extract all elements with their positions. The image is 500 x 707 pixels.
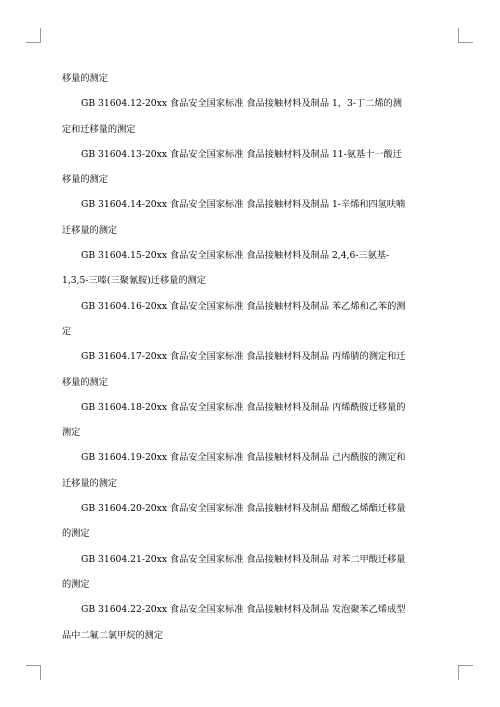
standard-entry-line: GB 31604.21-20xx 食品安全国家标准 食品接触材料及制品 对苯二甲酸迁移量 [81, 553, 406, 565]
text-line: 迁移量的测定 [62, 224, 118, 236]
text-line: 移量的测定 [62, 376, 108, 388]
standard-entry-line: GB 31604.22-20xx 食品安全国家标准 食品接触材料及制品 发泡聚苯乙烯成型 [81, 604, 406, 616]
standard-entry-line: GB 31604.19-20xx 食品安全国家标准 食品接触材料及制品 己内酰胺的测定和 [81, 452, 406, 464]
text-line: 定和迁移量的测定 [62, 123, 136, 135]
crop-mark-bottom-right [458, 665, 473, 680]
standard-entry-line: GB 31604.16-20xx 食品安全国家标准 食品接触材料及制品 苯乙烯和乙苯的测 [81, 300, 406, 312]
standard-entry-line: GB 31604.13-20xx 食品安全国家标准 食品接触材料及制品 11-氨基十一酸迁 [81, 148, 402, 160]
standard-entry-line: GB 31604.18-20xx 食品安全国家标准 食品接触材料及制品 丙烯酰胺迁移量的 [81, 401, 406, 413]
text-line: 1,3,5-三嗪(三聚氰胺)迁移量的测定 [62, 275, 206, 287]
standard-entry-line: GB 31604.17-20xx 食品安全国家标准 食品接触材料及制品 丙烯腈的测定和迁 [81, 351, 406, 363]
text-line: 的测定 [62, 528, 90, 540]
text-line: 测定 [62, 427, 81, 439]
standard-entry-line: GB 31604.20-20xx 食品安全国家标准 食品接触材料及制品 醋酸乙烯酯迁移量 [81, 503, 406, 515]
text-line: 迁移量的测定 [62, 477, 118, 489]
standards-list [62, 66, 438, 648]
text-line: 移量的测定 [62, 174, 108, 186]
text-line: 定 [62, 325, 72, 337]
standard-entry-line: GB 31604.14-20xx 食品安全国家标准 食品接触材料及制品 1-辛烯和四氢呋喃 [81, 199, 406, 211]
standard-entry-line: GB 31604.15-20xx 食品安全国家标准 食品接触材料及制品 2,4,6-三氨基- [81, 250, 390, 262]
text-line: 移量的测定 [62, 73, 108, 84]
crop-mark-bottom-left [26, 665, 41, 680]
text-line: 的测定 [62, 578, 90, 590]
standard-entry-line: GB 31604.12-20xx 食品安全国家标准 食品接触材料及制品 1，3-丁二烯的测 [81, 98, 402, 110]
crop-mark-top-right [458, 28, 473, 43]
text-line: 品中二氟二氯甲烷的测定 [62, 629, 164, 641]
crop-mark-top-left [26, 28, 41, 43]
